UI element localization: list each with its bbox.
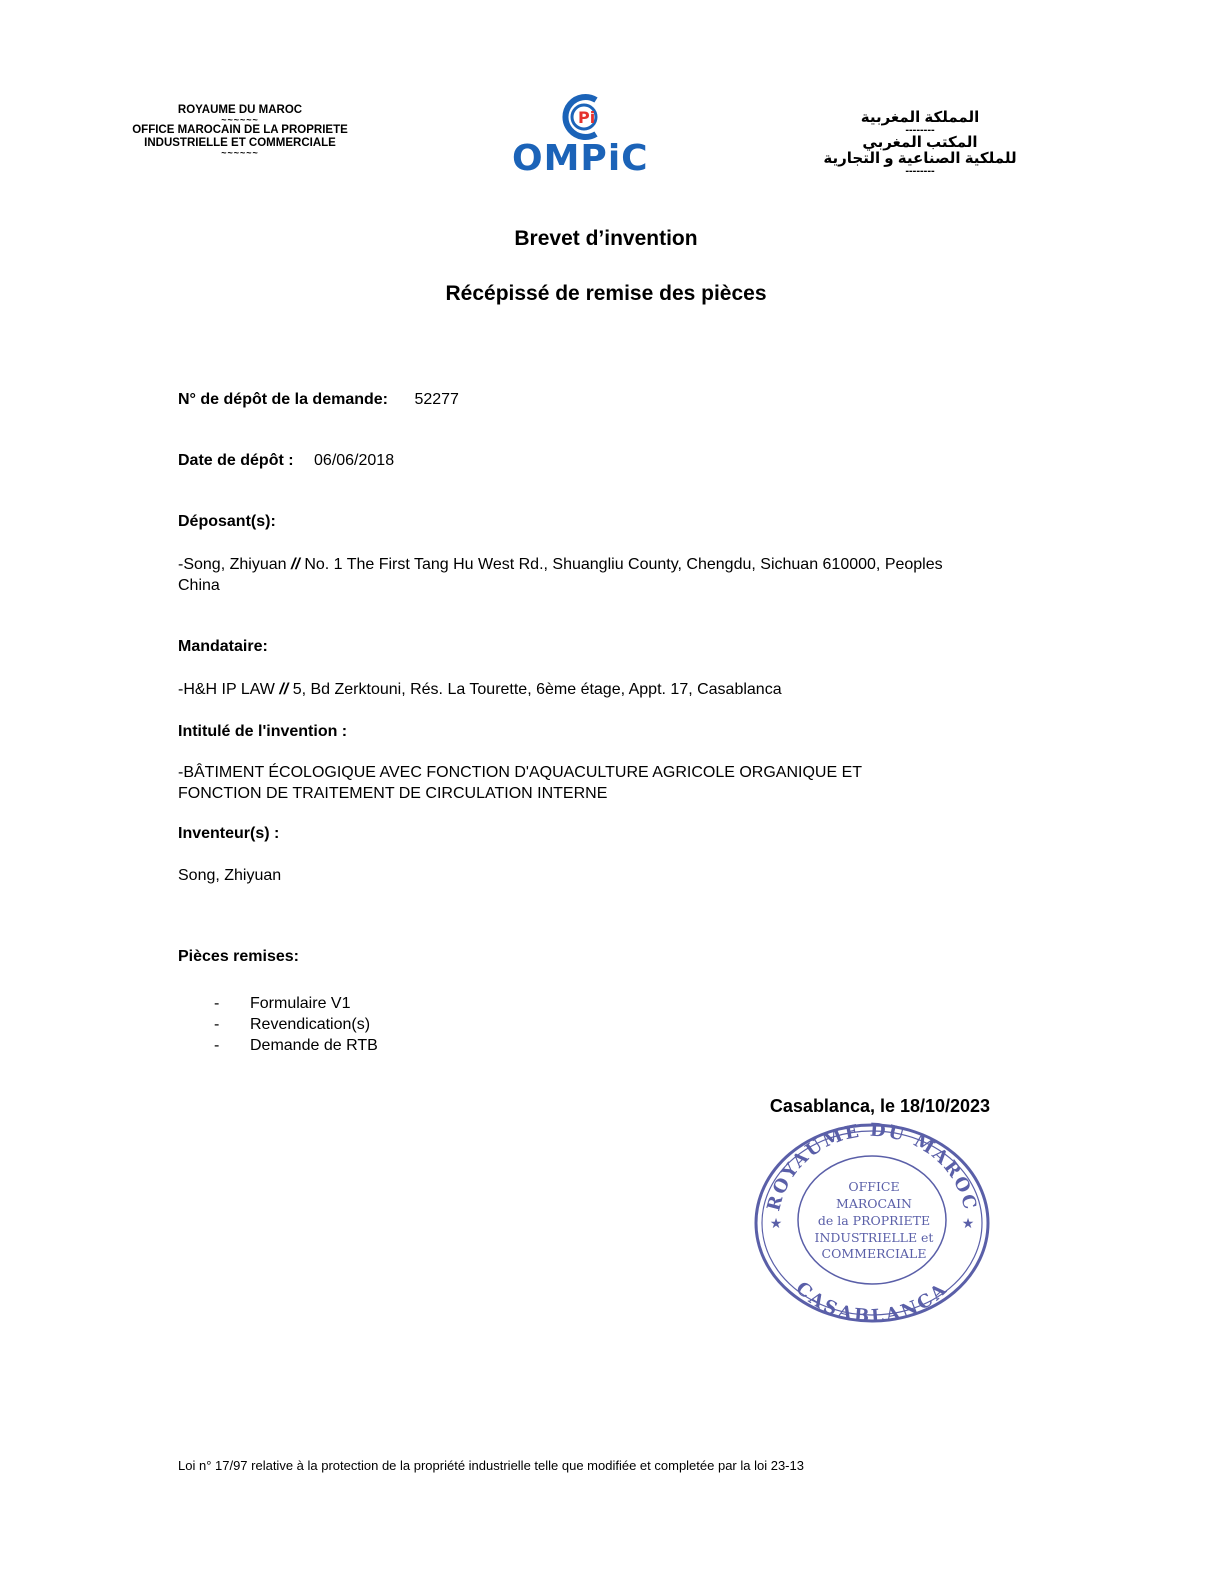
deposants-value [178,554,978,596]
header-left-separator-bottom: ~~~~~~ [221,148,259,158]
stamp-top-arc: ROYAUME DU MAROC [763,1119,981,1214]
header-right-separator-bottom: -------- [905,165,935,177]
header-right-separator: -------- [905,124,935,136]
pieces-list [178,993,998,1056]
deposants-label: Déposant(s): [178,513,276,530]
official-stamp [748,1118,996,1328]
stamp-star-left: ★ [769,1216,783,1232]
mandataire-value [178,679,998,700]
pieces-label: Pièces remises: [178,948,299,965]
intitule-label: Intitulé de l'invention : [178,723,348,740]
stamp-star-right: ★ [961,1216,975,1232]
deposant-name: -Song, Zhiyuan [178,556,287,573]
stamp-line: COMMERCIALE [821,1246,927,1261]
header-left-line3: INDUSTRIELLE ET COMMERCIALE [144,137,336,149]
depot-date-row [178,450,998,471]
ompic-logo [506,92,656,182]
header-left-block [100,104,380,157]
list-item: - Formulaire V1 [178,993,998,1014]
header-left-separator: ~~~~~~ [221,115,259,125]
list-item: - Demande de RTB [178,1035,998,1056]
document-subtitle: Récépissé de remise des pièces [445,282,767,305]
stamp-line: de la PROPRIETE [817,1213,931,1228]
depot-number-label: N° de dépôt de la demande: [178,391,388,408]
header-right-block [790,110,1050,176]
header-right-line1: المملكة المغربية [860,109,980,126]
stamp-line: INDUSTRIELLE et [814,1230,934,1245]
header-left-line1: ROYAUME DU MAROC [177,104,303,116]
deposant-separator: // [290,556,300,573]
inventeurs-value: Song, Zhiyuan [178,867,282,884]
header-right-line3: للملكية الصناعية و التجارية [823,150,1017,167]
header-right-line2: المكتب المغربي [862,134,978,151]
place-date: Casablanca, le 18/10/2023 [769,1096,991,1116]
mandataire-name: -H&H IP LAW [178,681,275,698]
depot-number-value: 52277 [414,391,459,408]
logo-text: OMPiC [512,138,649,179]
intitule-value [178,762,998,804]
stamp-bottom-arc: CASABLANCA [791,1277,953,1328]
mandataire-label: Mandataire: [178,638,268,655]
intitule-line2: FONCTION DE TRAITEMENT DE CIRCULATION INTERNE [178,785,608,802]
intitule-line1: -BÂTIMENT ÉCOLOGIQUE AVEC FONCTION D'AQUACULTURE AGRICOLE ORGANIQUE ET [178,764,863,781]
inventeurs-label: Inventeur(s) : [178,825,280,842]
list-item: - Revendication(s) [178,1014,998,1035]
depot-date-label: Date de dépôt : [178,452,294,469]
mandataire-separator: // [279,681,289,698]
mandataire-address: 5, Bd Zerktouni, Rés. La Tourette, 6ème étage, Appt. 17, Casablanca [292,681,782,698]
legal-footer: Loi n° 17/97 relative à la protection de la propriété industrielle telle que modifiée et completée par la loi 23-13 [178,1458,804,1473]
deposant-address: No. 1 The First Tang Hu West Rd., Shuangliu County, Chengdu, Sichuan 610000, Peoples China [178,556,943,594]
depot-number-row [178,389,998,410]
header-left-line2: OFFICE MAROCAIN DE LA PROPRIETE [132,124,348,136]
depot-date-value: 06/06/2018 [314,452,395,469]
logo-mark-text: Pi [578,108,596,127]
stamp-line: MAROCAIN [836,1196,912,1211]
stamp-line: OFFICE [848,1179,900,1194]
document-title: Brevet d’invention [514,227,698,250]
ompic-logo-icon [506,92,656,142]
